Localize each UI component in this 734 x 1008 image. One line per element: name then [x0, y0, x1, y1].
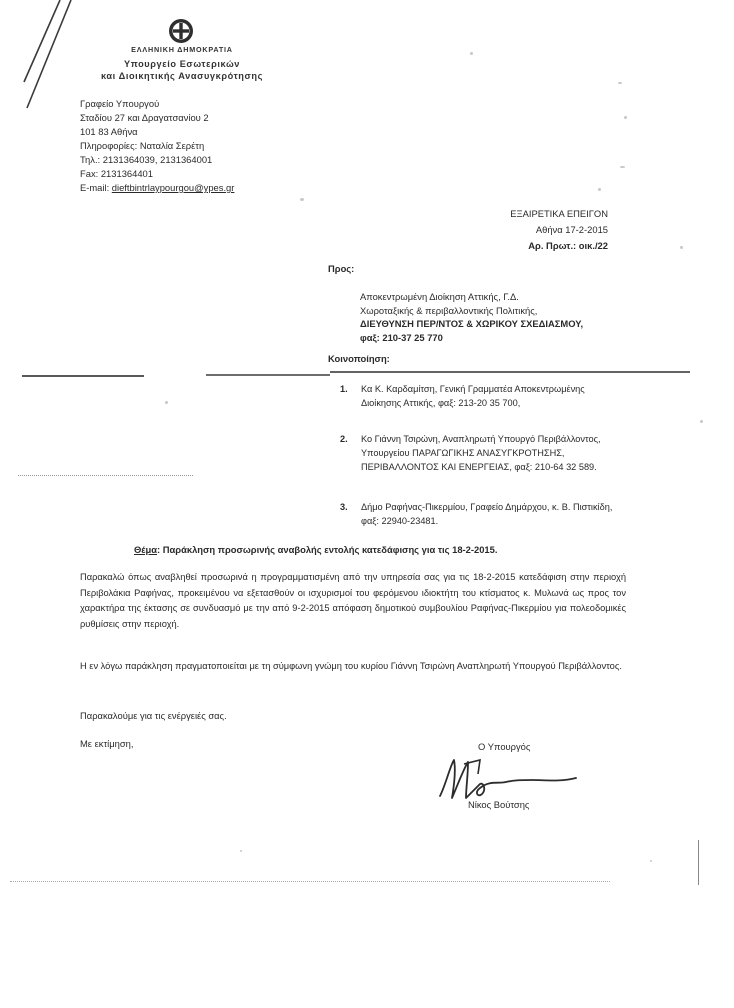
cc-text: Κα Κ. Καρδαμίτση, Γενική Γραμματέα Αποκεντρωμένης Διοίκησης Αττικής, φαξ: 213-20 35 700, — [361, 384, 585, 409]
sender-info: Πληροφορίες: Ναταλία Σερέτη — [80, 140, 205, 151]
scan-speck — [620, 166, 625, 168]
recipient-label: Προς: — [328, 263, 355, 274]
scan-speck — [618, 82, 622, 84]
scan-speck — [165, 401, 168, 404]
coat-of-arms-icon — [168, 18, 194, 44]
scan-speck — [650, 860, 652, 862]
sender-block — [80, 97, 234, 195]
body-paragraph-1: Παρακαλώ όπως αναβληθεί προσωρινά η προγραμματισμένη από την υπηρεσία σας για τις 18-2-2015 κατεδάφιση στην περιοχή Περιβολάκια Ραφήνας, προκειμένου να εξετασθούν οι ισχυρισμοί του φερόμενου ιδιοκτήτη του κτίσματος κ. Μυλωνά ως προς τον χαρακτήρα της έκτασης σε συνδυασμό με την από 9-2-2015 απόφαση δημοτικού συμβουλίου Ραφήνας-Πικερμίου για πολεοδομικές ρυθμίσεις στην περιοχή. — [80, 572, 626, 629]
email-label: E-mail: — [80, 182, 112, 193]
sender-office: Γραφείο Υπουργού — [80, 98, 160, 109]
recipient-line: Αποκεντρωμένη Διοίκηση Αττικής, Γ.Δ. — [360, 291, 519, 302]
cc-label: Κοινοποίηση: — [328, 353, 390, 364]
ministry-name — [78, 58, 286, 82]
scan-speck — [680, 246, 683, 249]
cc-text: Κο Γιάννη Τσιρώνη, Αναπληρωτή Υπουργό Περιβάλλοντος, Υπουργείου ΠΑΡΑΓΩΓΙΚΗΣ ΑΝΑΣΥΓΚΡΟΤΗΣΗΣ, ΠΕΡΙΒΑΛΛΟΝΤΟΣ ΚΑΙ ΕΝΕΡΓΕΙΑΣ, φαξ: 210-64 32 589. — [361, 434, 601, 473]
ministry-line-1: Υπουργείο Εσωτερικών — [123, 59, 241, 69]
cc-number: 1. — [340, 384, 348, 394]
subject-text: : Παράκληση προσωρινής αναβολής εντολής κατεδάφισης για τις 18-2-2015. — [157, 544, 498, 555]
cc-number: 2. — [340, 434, 348, 444]
meta-block — [480, 206, 608, 254]
scan-rule-left — [22, 375, 144, 377]
sender-email-row — [80, 181, 234, 195]
signature-title: Ο Υπουργός — [478, 741, 531, 752]
recipient-line: ΔΙΕΥΘΥΝΣΗ ΠΕΡ/ΝΤΟΣ & ΧΩΡΙΚΟΥ ΣΧΕΔΙΑΣΜΟΥ, — [360, 318, 584, 329]
sender-postal: 101 83 Αθήνα — [80, 126, 138, 137]
scan-rule-middle — [206, 374, 330, 376]
cc-number: 3. — [340, 502, 348, 512]
handwritten-signature-icon — [436, 754, 596, 804]
protocol-number: Αρ. Πρωτ.: οικ./22 — [528, 240, 608, 251]
scan-speck — [240, 850, 242, 852]
scan-speck — [300, 198, 304, 201]
sender-address: Σταδίου 27 και Δραγατσανίου 2 — [80, 112, 209, 123]
recipient-line: Χωροταξικής & περιβαλλοντικής Πολιτικής, — [360, 304, 538, 316]
scan-speck — [624, 116, 627, 119]
document-date: Αθήνα 17-2-2015 — [535, 224, 608, 235]
scan-noise-line — [10, 881, 610, 883]
scan-speck — [700, 420, 703, 423]
scan-vertical-mark — [698, 840, 699, 885]
cc-text: Δήμο Ραφήνας-Πικερμίου, Γραφείο Δημάρχου, κ. Β. Πιστικίδη, φαξ: 22940-23481. — [361, 502, 613, 527]
signatory-name: Νίκος Βούτσης — [468, 799, 530, 810]
urgency-label: ΕΞΑΙΡΕΤΙΚΑ ΕΠΕΙΓΟΝ — [510, 208, 608, 219]
scan-stroke-icon — [0, 0, 80, 110]
sender-phone: Τηλ.: 2131364039, 2131364001 — [80, 154, 213, 165]
recipient-fax: φαξ: 210-37 25 770 — [360, 331, 443, 343]
body-paragraph-3: Παρακαλούμε για τις ενέργειές σας. — [80, 710, 227, 721]
scan-noise-line — [18, 475, 193, 478]
body-paragraph-2: Η εν λόγω παράκληση πραγματοποιείται με τη σύμφωνη γνώμη του κυρίου Γιάννη Τσιρώνη Αναπληρωτή Υπουργού Περιβάλλοντος. — [80, 661, 622, 671]
scan-speck — [470, 52, 473, 55]
republic-name: ΕΛΛΗΝΙΚΗ ΔΗΜΟΚΡΑΤΙΑ — [131, 45, 233, 54]
closing-line: Με εκτίμηση, — [80, 738, 134, 749]
email-link[interactable]: dieftbintrlaypourgou@ypes.gr — [111, 182, 235, 193]
ministry-line-2: και Διοικητικής Ανασυγκρότησης — [100, 71, 263, 81]
sender-fax: Fax: 2131364401 — [80, 168, 153, 179]
scan-speck — [598, 188, 601, 191]
subject-line — [134, 543, 497, 556]
scan-rule-right — [330, 371, 690, 373]
subject-label: Θέμα — [134, 544, 158, 555]
recipient-block — [360, 290, 583, 344]
